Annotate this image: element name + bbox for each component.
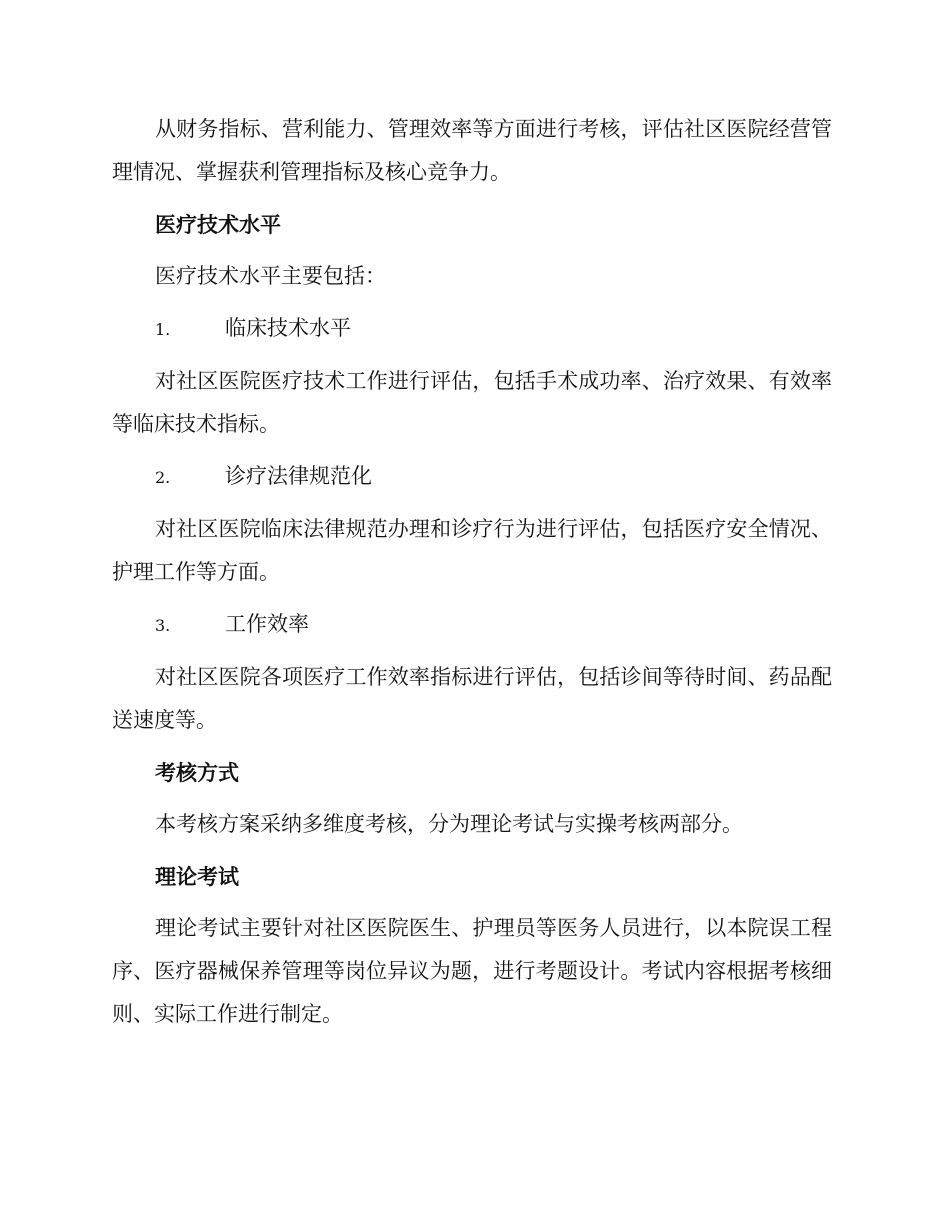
list-number: 1. <box>155 320 171 339</box>
list-number: 2. <box>155 468 171 487</box>
heading-theory-exam: 理论考试 <box>155 864 239 889</box>
list-item-label: 临床技术水平 <box>225 316 351 340</box>
list-item-efficiency <box>112 603 832 647</box>
paragraph-medical-tech-intro: 医疗技术水平主要包括： <box>155 264 386 288</box>
paragraph-theory-exam: 理论考试主要针对社区医院医生、护理员等医务人员进行，以本院误工程序、医疗器械保养管理等岗位异议为题，进行考题设计。考试内容根据考核细则、实际工作进行制定。 <box>112 916 832 1026</box>
paragraph-efficiency: 对社区医院各项医疗工作效率指标进行评估，包括诊间等待时间、药品配送速度等。 <box>112 665 832 732</box>
list-item-label: 工作效率 <box>225 612 309 636</box>
list-item-legal <box>112 455 832 499</box>
list-number: 3. <box>155 616 171 635</box>
heading-medical-tech: 医疗技术水平 <box>155 212 281 237</box>
paragraph-assessment-method: 本考核方案采纳多维度考核，分为理论考试与实操考核两部分。 <box>155 812 743 836</box>
paragraph-legal: 对社区医院临床法律规范办理和诊疗行为进行评估，包括医疗安全情况、护理工作等方面。 <box>112 517 832 584</box>
paragraph-finance: 从财务指标、营利能力、管理效率等方面进行考核，评估社区医院经营管理情况、掌握获利管理指标及核心竞争力。 <box>112 117 832 184</box>
list-item-clinical <box>112 307 832 351</box>
heading-assessment-method: 考核方式 <box>155 760 239 785</box>
document-page <box>112 108 832 1045</box>
paragraph-clinical: 对社区医院医疗技术工作进行评估，包括手术成功率、治疗效果、有效率等临床技术指标。 <box>112 369 832 436</box>
list-item-label: 诊疗法律规范化 <box>225 464 372 488</box>
